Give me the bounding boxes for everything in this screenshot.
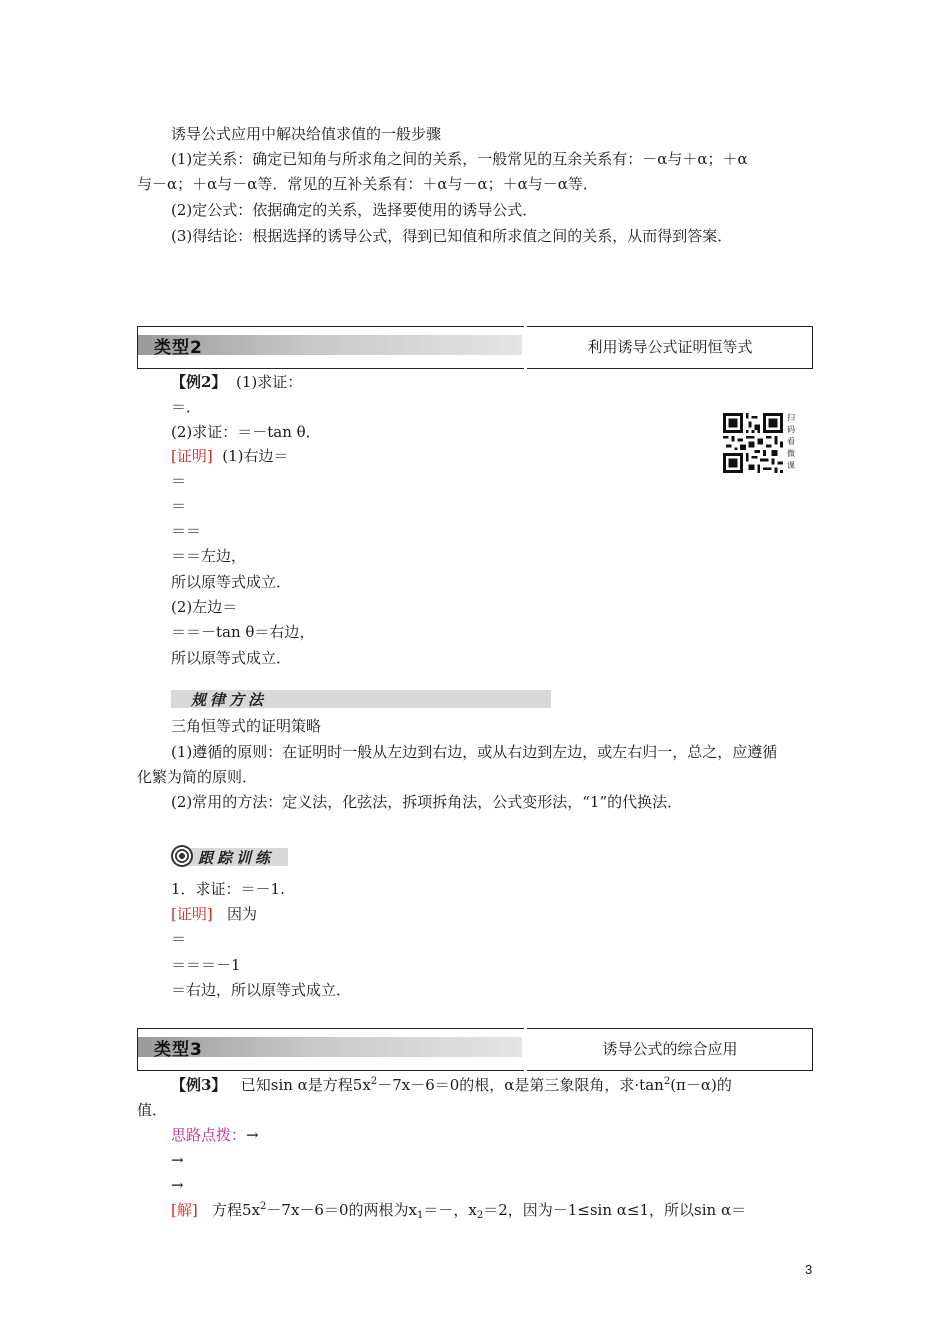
- proof-line: ＝＝: [171, 522, 202, 540]
- training-header: [182, 848, 288, 866]
- example-line: (2)求证：＝－tan θ．: [171, 423, 321, 441]
- proof-line: [证明] (1)右边＝: [171, 447, 289, 465]
- example-line: 【例2】 (1)求证：: [171, 373, 303, 391]
- proof-line: ＝＝－tan θ＝右边，: [171, 623, 315, 641]
- qr-code-icon[interactable]: [723, 413, 783, 473]
- proof-line: 所以原等式成立．: [171, 649, 292, 667]
- proof-line: ＝右边，所以原等式成立．: [171, 981, 352, 999]
- hint-label: 思路点拨：: [171, 1126, 247, 1144]
- proof-label: [证明]: [171, 447, 213, 465]
- method-header-label: 规律方法: [191, 691, 268, 709]
- example-label: 【例3】: [171, 1076, 227, 1094]
- proof-line: ＝＝左边，: [171, 547, 247, 565]
- paragraph-line: (3)得结论：根据选择的诱导公式，得到已知值和所求值之间的关系，从而得到答案．: [171, 227, 733, 245]
- training-header-label: 跟踪训练: [198, 849, 275, 867]
- paragraph-line: 化繁为简的原则．: [137, 768, 258, 786]
- paragraph-line: (2)定公式：依据确定的关系，选择要使用的诱导公式．: [171, 201, 538, 219]
- hint-line: →: [171, 1151, 184, 1169]
- proof-label: [证明]: [171, 905, 213, 923]
- paragraph-line: (1)定关系：确定已知角与所求角之间的关系，一般常见的互余关系有：－α与＋α；＋α: [171, 150, 748, 168]
- type-3-banner: [137, 1028, 813, 1071]
- example-label: 【例2】: [171, 373, 227, 391]
- type-title: 利用诱导公式证明恒等式: [587, 338, 753, 356]
- type-badge: 类型3: [154, 1040, 203, 1060]
- solution-line: [解] 方程$5x^2-7x-6=0$的两根为$x_1=-$，$x_2=2$，因为－1≤sin α≤1，所以sin α＝: [171, 1201, 747, 1221]
- paragraph-line: (1)遵循的原则：在证明时一般从左边到右边，或从右边到左边，或左右归一，总之，应遵循: [171, 743, 778, 761]
- type-badge: 类型2: [154, 338, 203, 358]
- example-line: 值．: [137, 1101, 168, 1119]
- proof-line: [证明] 因为: [171, 905, 258, 923]
- example-line: 【例3】 已知sin α是方程$5x^2-7x-6=0$的根，α是第三象限角，求$\cdot\tan^2(\pi-\alpha)$的: [171, 1076, 732, 1094]
- solution-label: [解]: [171, 1201, 198, 1219]
- exercise-line: 1．求证：＝－1.: [171, 880, 285, 898]
- proof-line: (2)左边＝: [171, 598, 238, 616]
- paragraph-line: (2)常用的方法：定义法，化弦法，拆项拆角法，公式变形法，“1”的代换法．: [171, 793, 683, 811]
- proof-line: ＝: [171, 472, 187, 490]
- proof-line: ＝: [171, 930, 187, 948]
- hint-line: →: [171, 1176, 184, 1194]
- method-header: [171, 690, 551, 708]
- paragraph-line: 与－α；＋α与－α等．常见的互补关系有：＋α与－α；＋α与－α等．: [137, 175, 598, 193]
- target-icon: [171, 845, 193, 867]
- proof-line: 所以原等式成立．: [171, 573, 292, 591]
- section-title: 诱导公式应用中解决给值求值的一般步骤: [171, 125, 442, 143]
- type-title: 诱导公式的综合应用: [602, 1040, 738, 1058]
- method-title: 三角恒等式的证明策略: [171, 717, 322, 735]
- page-number: 3: [805, 1262, 813, 1277]
- type-2-banner: [137, 326, 813, 369]
- proof-line: ＝: [171, 497, 187, 515]
- proof-line: ＝＝＝－1: [171, 956, 241, 974]
- example-line: ＝．: [171, 398, 202, 416]
- qr-caption: 扫码看微课: [787, 413, 795, 470]
- hint-line: 思路点拨：→: [171, 1126, 259, 1144]
